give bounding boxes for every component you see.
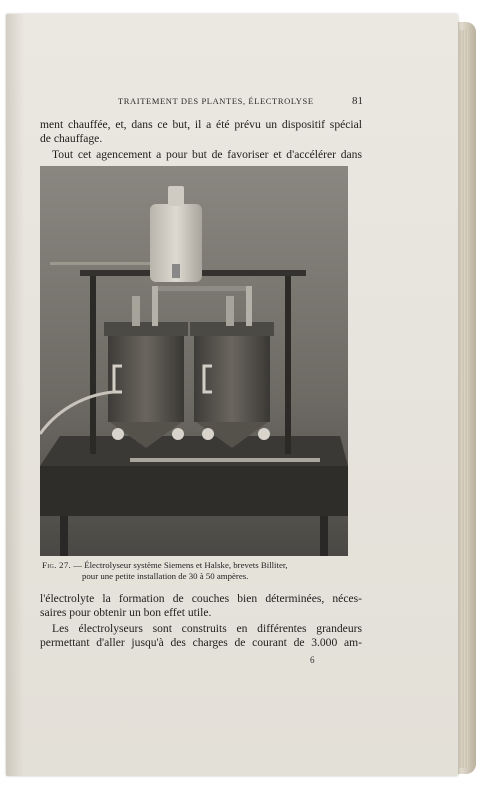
electrolyser-photo-icon <box>40 166 348 556</box>
figure-caption <box>42 560 360 570</box>
paragraph-line: Tout cet agencement a pour but de favoriser et d'accélérer dans <box>52 148 362 161</box>
paragraph-line: l'électrolyte la formation de couches bien déterminées, néces- <box>40 592 362 605</box>
figure-label: Fig. 27. <box>42 560 72 570</box>
figure-caption-line: pour une petite installation de 30 à 50 ampères. <box>82 571 249 581</box>
paragraph-line: ment chauffée, et, dans ce but, il a été prévu un dispositif spécial <box>40 118 362 131</box>
running-title: TRAITEMENT DES PLANTES, ÉLECTROLYSE <box>118 96 314 106</box>
paragraph-line: saires pour obtenir un bon effet utile. <box>40 606 212 619</box>
figure-caption-line: — Électrolyseur système Siemens et Halske, brevets Billiter, <box>73 560 288 570</box>
page-number: 81 <box>352 95 363 107</box>
signature-mark: 6 <box>310 655 315 665</box>
paragraph-line: permettant d'aller jusqu'à des charges de courant de 3.000 am- <box>40 636 362 649</box>
figure-photo <box>40 166 348 556</box>
paragraph-line: Les électrolyseurs sont construits en différentes grandeurs <box>52 622 362 635</box>
paragraph-line: de chauffage. <box>40 132 103 145</box>
